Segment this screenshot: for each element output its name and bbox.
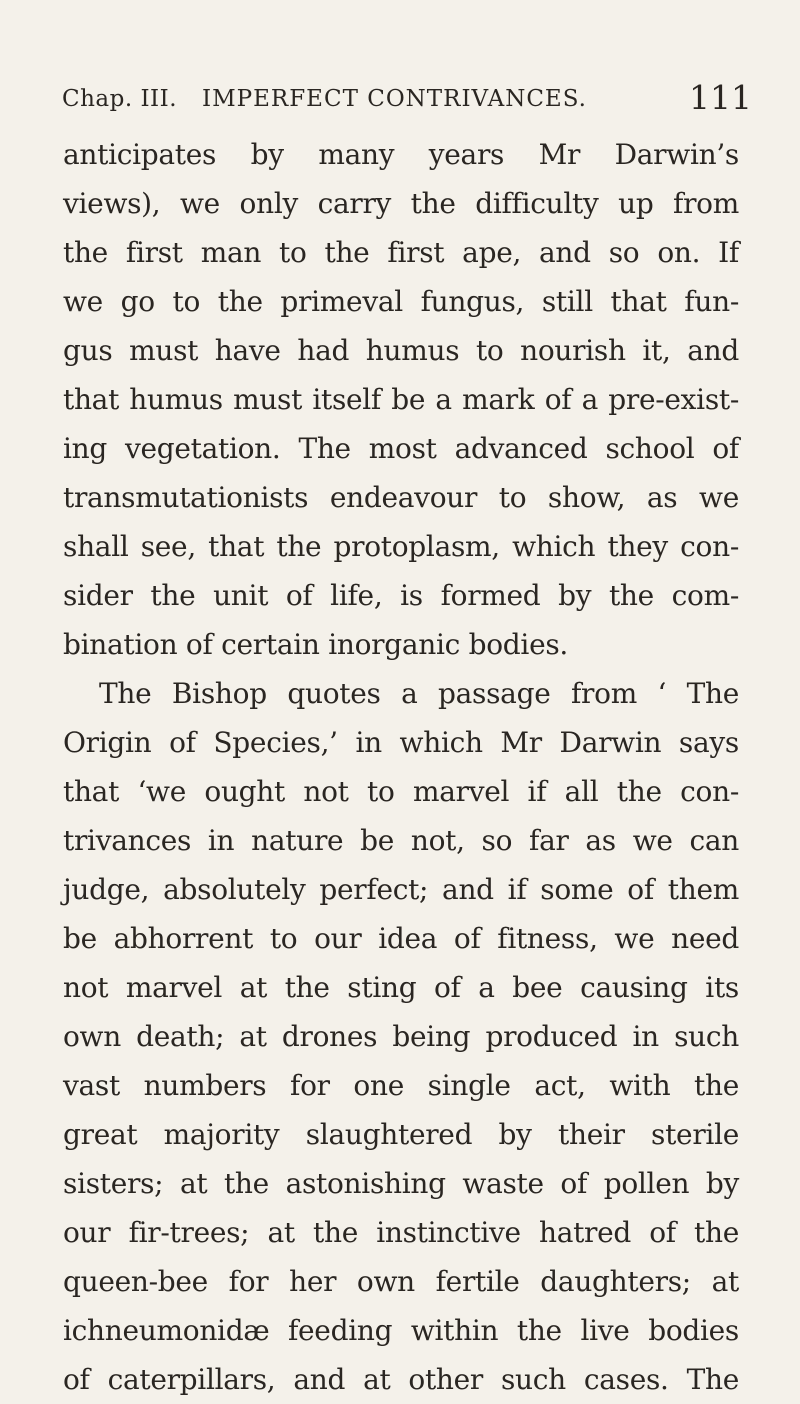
text-line: views), we only carry the difficulty up from (63, 187, 739, 220)
text-line: of caterpillars, and at other such cases. The (63, 1363, 739, 1396)
text-line: vast numbers for one single act, with the (63, 1069, 739, 1102)
text-line: own death; at drones being produced in such (63, 1020, 739, 1053)
text-line: ing vegetation. The most advanced school of (63, 432, 739, 465)
chapter-title: IMPERFECT CONTRIVANCES. (202, 86, 587, 112)
text-line: our fir-trees; at the instinctive hatred of the (63, 1216, 739, 1249)
text-line: sisters; at the astonishing waste of pollen by (63, 1167, 739, 1200)
text-line: the first man to the first ape, and so on. If (63, 236, 739, 269)
text-line: be abhorrent to our idea of fitness, we need (63, 922, 739, 955)
text-line: shall see, that the protoplasm, which they con- (63, 530, 739, 563)
chapter-label: Chap. III. (62, 86, 178, 112)
text-line: gus must have had humus to nourish it, and (63, 334, 739, 367)
text-line: anticipates by many years Mr Darwin’s (63, 138, 739, 171)
text-line: that ‘we ought not to marvel if all the con- (63, 775, 739, 808)
text-line: great majority slaughtered by their sterile (63, 1118, 739, 1151)
text-line: sider the unit of life, is formed by the com- (63, 579, 739, 612)
running-head (62, 78, 762, 118)
text-line: trivances in nature be not, so far as we can (63, 824, 739, 857)
text-line: Origin of Species,’ in which Mr Darwin says (63, 726, 739, 759)
text-line: that humus must itself be a mark of a pre-exist- (63, 383, 739, 416)
text-line: not marvel at the sting of a bee causing its (63, 971, 739, 1004)
text-line: The Bishop quotes a passage from ‘ The (99, 677, 739, 710)
text-line: queen-bee for her own fertile daughters; at (63, 1265, 739, 1298)
text-line: bination of certain inorganic bodies. (63, 628, 569, 661)
text-line: we go to the primeval fungus, still that fun- (63, 285, 739, 318)
text-line: transmutationists endeavour to show, as we (63, 481, 739, 514)
page-number: 111 (689, 78, 752, 117)
body-text (63, 130, 739, 1404)
text-line: ichneumonidæ feeding within the live bodies (63, 1314, 739, 1347)
text-line: judge, absolutely perfect; and if some of them (63, 873, 739, 906)
